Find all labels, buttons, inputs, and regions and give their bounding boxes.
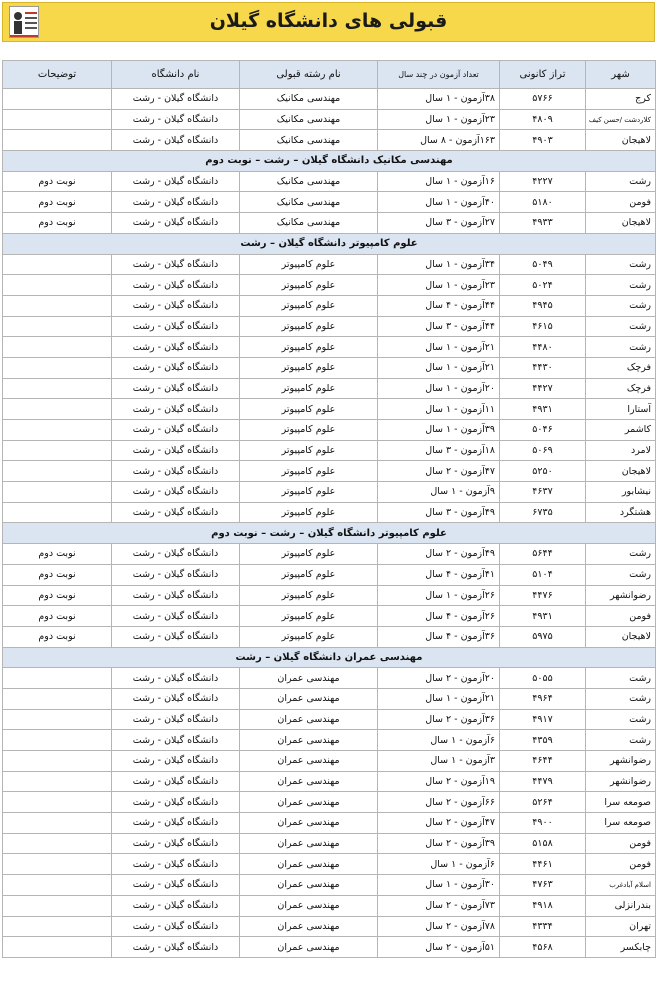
cell-city: رشت: [586, 564, 656, 585]
cell-score: ۴۹۳۳: [500, 213, 586, 234]
cell-university: دانشگاه گیلان - رشت: [112, 626, 240, 647]
cell-exams: ۲۶آزمون - ۴ سال: [378, 606, 500, 627]
cell-score: ۵۱۰۴: [500, 564, 586, 585]
page-banner: [2, 2, 655, 42]
cell-exams: ۲۱آزمون - ۱ سال: [378, 688, 500, 709]
cell-notes: [3, 771, 112, 792]
header-university: نام دانشگاه: [112, 61, 240, 89]
cell-exams: ۹آزمون - ۱ سال: [378, 482, 500, 503]
cell-university: دانشگاه گیلان - رشت: [112, 916, 240, 937]
cell-major: مهندسی عمران: [240, 792, 378, 813]
table-row: [3, 295, 656, 316]
cell-major: مهندسی عمران: [240, 833, 378, 854]
cell-city: رضوانشهر: [586, 585, 656, 606]
cell-city: رشت: [586, 171, 656, 192]
cell-exams: ۶آزمون - ۱ سال: [378, 730, 500, 751]
table-row: [3, 337, 656, 358]
cell-notes: [3, 420, 112, 441]
cell-major: مهندسی مکانیک: [240, 109, 378, 130]
table-row: [3, 730, 656, 751]
table-row: [3, 875, 656, 896]
cell-city: تهران: [586, 916, 656, 937]
cell-university: دانشگاه گیلان - رشت: [112, 688, 240, 709]
cell-city: رشت: [586, 254, 656, 275]
cell-score: ۴۹۴۵: [500, 295, 586, 316]
cell-major: علوم کامپیوتر: [240, 357, 378, 378]
cell-score: ۴۴۳۰: [500, 357, 586, 378]
cell-exams: ۳آزمون - ۱ سال: [378, 751, 500, 772]
cell-city: رشت: [586, 337, 656, 358]
table-row: [3, 213, 656, 234]
cell-major: مهندسی عمران: [240, 854, 378, 875]
cell-city: کلاردشت /حسن کیف: [586, 109, 656, 130]
cell-notes: نوبت دوم: [3, 192, 112, 213]
cell-university: دانشگاه گیلان - رشت: [112, 709, 240, 730]
cell-exams: ۱۶آزمون - ۱ سال: [378, 171, 500, 192]
cell-exams: ۴۴آزمون - ۳ سال: [378, 316, 500, 337]
cell-notes: [3, 378, 112, 399]
cell-score: ۵۷۶۶: [500, 89, 586, 110]
table-row: [3, 813, 656, 834]
header-exams: تعداد آزمون در چند سال: [378, 61, 500, 89]
cell-university: دانشگاه گیلان - رشت: [112, 482, 240, 503]
cell-score: ۴۳۵۹: [500, 730, 586, 751]
section-title: مهندسی عمران دانشگاه گیلان – رشت: [3, 647, 656, 668]
cell-notes: [3, 337, 112, 358]
cell-university: دانشگاه گیلان - رشت: [112, 192, 240, 213]
cell-notes: [3, 254, 112, 275]
cell-score: ۴۴۶۱: [500, 854, 586, 875]
section-title: مهندسی مکانیک دانشگاه گیلان – رشت – نوبت دوم: [3, 151, 656, 172]
table-row: [3, 440, 656, 461]
cell-major: علوم کامپیوتر: [240, 420, 378, 441]
table-row: [3, 130, 656, 151]
cell-city: رشت: [586, 544, 656, 565]
cell-major: علوم کامپیوتر: [240, 378, 378, 399]
cell-score: ۴۸۰۹: [500, 109, 586, 130]
cell-exams: ۲۱آزمون - ۱ سال: [378, 357, 500, 378]
cell-exams: ۵۱آزمون - ۲ سال: [378, 937, 500, 958]
cell-university: دانشگاه گیلان - رشت: [112, 440, 240, 461]
cell-university: دانشگاه گیلان - رشت: [112, 833, 240, 854]
cell-score: ۵۰۲۴: [500, 275, 586, 296]
cell-university: دانشگاه گیلان - رشت: [112, 357, 240, 378]
cell-score: ۴۹۱۸: [500, 895, 586, 916]
cell-major: مهندسی عمران: [240, 668, 378, 689]
cell-university: دانشگاه گیلان - رشت: [112, 606, 240, 627]
table-row: [3, 585, 656, 606]
cell-score: ۴۵۶۸: [500, 937, 586, 958]
cell-university: دانشگاه گیلان - رشت: [112, 337, 240, 358]
cell-university: دانشگاه گیلان - رشت: [112, 109, 240, 130]
cell-exams: ۲۰آزمون - ۱ سال: [378, 378, 500, 399]
cell-exams: ۱۸آزمون - ۳ سال: [378, 440, 500, 461]
table-row: [3, 833, 656, 854]
cell-major: علوم کامپیوتر: [240, 254, 378, 275]
cell-notes: [3, 461, 112, 482]
cell-score: ۴۹۰۳: [500, 130, 586, 151]
cell-exams: ۲۳آزمون - ۱ سال: [378, 109, 500, 130]
cell-major: علوم کامپیوتر: [240, 275, 378, 296]
cell-city: کرج: [586, 89, 656, 110]
cell-city: فومن: [586, 854, 656, 875]
cell-major: علوم کامپیوتر: [240, 482, 378, 503]
cell-exams: ۶۶آزمون - ۲ سال: [378, 792, 500, 813]
table-row: [3, 709, 656, 730]
section-header-row: [3, 233, 656, 254]
cell-notes: [3, 833, 112, 854]
cell-university: دانشگاه گیلان - رشت: [112, 378, 240, 399]
cell-notes: [3, 89, 112, 110]
cell-city: فومن: [586, 833, 656, 854]
cell-notes: نوبت دوم: [3, 606, 112, 627]
header-notes: توضیحات: [3, 61, 112, 89]
table-row: [3, 751, 656, 772]
table-row: [3, 668, 656, 689]
table-row: [3, 192, 656, 213]
header-score: تراز کانونی: [500, 61, 586, 89]
cell-major: علوم کامپیوتر: [240, 461, 378, 482]
cell-score: ۴۳۳۴: [500, 916, 586, 937]
cell-notes: نوبت دوم: [3, 544, 112, 565]
cell-university: دانشگاه گیلان - رشت: [112, 130, 240, 151]
table-row: [3, 399, 656, 420]
table-row: [3, 895, 656, 916]
cell-notes: [3, 130, 112, 151]
cell-major: مهندسی مکانیک: [240, 213, 378, 234]
cell-notes: [3, 668, 112, 689]
cell-city: رشت: [586, 709, 656, 730]
cell-exams: ۴۷آزمون - ۲ سال: [378, 461, 500, 482]
cell-major: علوم کامپیوتر: [240, 564, 378, 585]
cell-score: ۴۴۸۰: [500, 337, 586, 358]
cell-city: فومن: [586, 192, 656, 213]
cell-exams: ۴۹آزمون - ۳ سال: [378, 502, 500, 523]
table-row: [3, 854, 656, 875]
table-row: [3, 564, 656, 585]
cell-exams: ۳۰آزمون - ۱ سال: [378, 875, 500, 896]
section-title: علوم کامپیوتر دانشگاه گیلان – رشت – نوبت دوم: [3, 523, 656, 544]
cell-major: مهندسی عمران: [240, 751, 378, 772]
cell-score: ۴۲۲۷: [500, 171, 586, 192]
cell-notes: نوبت دوم: [3, 585, 112, 606]
table-header-row: [3, 61, 656, 89]
cell-score: ۴۹۰۰: [500, 813, 586, 834]
cell-university: دانشگاه گیلان - رشت: [112, 668, 240, 689]
cell-major: علوم کامپیوتر: [240, 440, 378, 461]
cell-city: چابکسر: [586, 937, 656, 958]
cell-notes: [3, 813, 112, 834]
cell-notes: [3, 482, 112, 503]
cell-city: رشت: [586, 730, 656, 751]
table-row: [3, 937, 656, 958]
cell-major: علوم کامپیوتر: [240, 295, 378, 316]
cell-major: مهندسی عمران: [240, 875, 378, 896]
cell-university: دانشگاه گیلان - رشت: [112, 544, 240, 565]
cell-notes: [3, 688, 112, 709]
cell-major: علوم کامپیوتر: [240, 585, 378, 606]
cell-exams: ۱۶۳آزمون - ۸ سال: [378, 130, 500, 151]
cell-notes: [3, 875, 112, 896]
cell-city: اسلام آبادغرب: [586, 875, 656, 896]
cell-notes: [3, 316, 112, 337]
cell-city: رشت: [586, 316, 656, 337]
cell-city: رشت: [586, 668, 656, 689]
cell-city: بندرانزلی: [586, 895, 656, 916]
cell-major: مهندسی مکانیک: [240, 130, 378, 151]
cell-exams: ۴۰آزمون - ۱ سال: [378, 192, 500, 213]
cell-score: ۴۹۳۱: [500, 606, 586, 627]
cell-notes: [3, 730, 112, 751]
cell-university: دانشگاه گیلان - رشت: [112, 585, 240, 606]
cell-score: ۵۰۶۹: [500, 440, 586, 461]
cell-city: فومن: [586, 606, 656, 627]
cell-university: دانشگاه گیلان - رشت: [112, 399, 240, 420]
table-row: [3, 316, 656, 337]
cell-score: ۴۶۱۵: [500, 316, 586, 337]
cell-university: دانشگاه گیلان - رشت: [112, 771, 240, 792]
cell-exams: ۳۶آزمون - ۲ سال: [378, 709, 500, 730]
cell-score: ۴۴۲۷: [500, 378, 586, 399]
cell-notes: [3, 502, 112, 523]
cell-university: دانشگاه گیلان - رشت: [112, 461, 240, 482]
table-row: [3, 792, 656, 813]
cell-major: علوم کامپیوتر: [240, 544, 378, 565]
table-row: [3, 688, 656, 709]
cell-university: دانشگاه گیلان - رشت: [112, 937, 240, 958]
cell-score: ۶۷۳۵: [500, 502, 586, 523]
cell-score: ۵۰۵۵: [500, 668, 586, 689]
cell-score: ۴۶۳۷: [500, 482, 586, 503]
cell-notes: نوبت دوم: [3, 564, 112, 585]
table-row: [3, 357, 656, 378]
cell-score: ۵۱۸۰: [500, 192, 586, 213]
cell-notes: [3, 295, 112, 316]
cell-university: دانشگاه گیلان - رشت: [112, 854, 240, 875]
cell-city: رضوانشهر: [586, 771, 656, 792]
cell-university: دانشگاه گیلان - رشت: [112, 730, 240, 751]
cell-university: دانشگاه گیلان - رشت: [112, 792, 240, 813]
cell-exams: ۲۰آزمون - ۲ سال: [378, 668, 500, 689]
cell-major: مهندسی عمران: [240, 916, 378, 937]
cell-score: ۴۹۱۷: [500, 709, 586, 730]
cell-score: ۵۶۴۴: [500, 544, 586, 565]
cell-university: دانشگاه گیلان - رشت: [112, 275, 240, 296]
section-header-row: [3, 647, 656, 668]
cell-major: مهندسی مکانیک: [240, 171, 378, 192]
cell-score: ۴۴۷۶: [500, 585, 586, 606]
header-city: شهر: [586, 61, 656, 89]
cell-notes: [3, 895, 112, 916]
cell-city: لاهیجان: [586, 461, 656, 482]
cell-city: لاهیجان: [586, 130, 656, 151]
cell-notes: [3, 357, 112, 378]
table-row: [3, 771, 656, 792]
cell-notes: [3, 751, 112, 772]
cell-score: ۵۰۴۹: [500, 254, 586, 275]
cell-university: دانشگاه گیلان - رشت: [112, 895, 240, 916]
cell-score: ۴۶۴۴: [500, 751, 586, 772]
cell-exams: ۷۳آزمون - ۲ سال: [378, 895, 500, 916]
cell-notes: نوبت دوم: [3, 626, 112, 647]
cell-notes: نوبت دوم: [3, 171, 112, 192]
cell-city: رشت: [586, 295, 656, 316]
cell-notes: نوبت دوم: [3, 213, 112, 234]
cell-university: دانشگاه گیلان - رشت: [112, 564, 240, 585]
cell-city: کاشمر: [586, 420, 656, 441]
cell-score: ۴۹۶۴: [500, 688, 586, 709]
table-body: [3, 89, 656, 958]
cell-city: صومعه سرا: [586, 813, 656, 834]
cell-exams: ۲۱آزمون - ۱ سال: [378, 337, 500, 358]
cell-exams: ۳۸آزمون - ۱ سال: [378, 89, 500, 110]
cell-exams: ۷۸آزمون - ۲ سال: [378, 916, 500, 937]
cell-university: دانشگاه گیلان - رشت: [112, 875, 240, 896]
cell-score: ۵۹۷۵: [500, 626, 586, 647]
cell-major: مهندسی عمران: [240, 813, 378, 834]
cell-major: مهندسی عمران: [240, 937, 378, 958]
cell-exams: ۲۳آزمون - ۱ سال: [378, 275, 500, 296]
cell-city: صومعه سرا: [586, 792, 656, 813]
table-row: [3, 626, 656, 647]
cell-city: لامرد: [586, 440, 656, 461]
cell-university: دانشگاه گیلان - رشت: [112, 89, 240, 110]
cell-exams: ۴۷آزمون - ۲ سال: [378, 813, 500, 834]
cell-score: ۵۱۵۸: [500, 833, 586, 854]
cell-notes: [3, 854, 112, 875]
table-row: [3, 171, 656, 192]
section-header-row: [3, 523, 656, 544]
cell-major: مهندسی عمران: [240, 709, 378, 730]
cell-exams: ۴۱آزمون - ۴ سال: [378, 564, 500, 585]
cell-major: علوم کامپیوتر: [240, 399, 378, 420]
cell-major: مهندسی عمران: [240, 895, 378, 916]
cell-notes: [3, 916, 112, 937]
cell-exams: ۳۹آزمون - ۲ سال: [378, 833, 500, 854]
cell-major: علوم کامپیوتر: [240, 316, 378, 337]
table-row: [3, 275, 656, 296]
header-major: نام رشته قبولی: [240, 61, 378, 89]
cell-notes: [3, 109, 112, 130]
table-row: [3, 544, 656, 565]
cell-notes: [3, 709, 112, 730]
cell-exams: ۶آزمون - ۱ سال: [378, 854, 500, 875]
table-row: [3, 420, 656, 441]
section-title: علوم کامپیوتر دانشگاه گیلان – رشت: [3, 233, 656, 254]
cell-university: دانشگاه گیلان - رشت: [112, 751, 240, 772]
cell-university: دانشگاه گیلان - رشت: [112, 171, 240, 192]
table-row: [3, 916, 656, 937]
table-row: [3, 254, 656, 275]
cell-score: ۴۴۷۹: [500, 771, 586, 792]
table-row: [3, 378, 656, 399]
cell-city: لاهیجان: [586, 213, 656, 234]
cell-score: ۴۹۳۱: [500, 399, 586, 420]
cell-university: دانشگاه گیلان - رشت: [112, 502, 240, 523]
table-row: [3, 461, 656, 482]
cell-university: دانشگاه گیلان - رشت: [112, 254, 240, 275]
table-row: [3, 482, 656, 503]
cell-exams: ۱۹آزمون - ۲ سال: [378, 771, 500, 792]
cell-score: ۵۲۶۴: [500, 792, 586, 813]
cell-major: مهندسی عمران: [240, 771, 378, 792]
cell-city: فرچک: [586, 378, 656, 399]
cell-exams: ۳۴آزمون - ۱ سال: [378, 254, 500, 275]
table-row: [3, 89, 656, 110]
cell-major: مهندسی مکانیک: [240, 89, 378, 110]
admissions-table: [2, 60, 656, 958]
cell-major: علوم کامپیوتر: [240, 337, 378, 358]
cell-major: علوم کامپیوتر: [240, 502, 378, 523]
cell-score: ۵۲۵۰: [500, 461, 586, 482]
section-header-row: [3, 151, 656, 172]
cell-exams: ۲۷آزمون - ۳ سال: [378, 213, 500, 234]
cell-exams: ۴۹آزمون - ۲ سال: [378, 544, 500, 565]
table-row: [3, 606, 656, 627]
cell-notes: [3, 440, 112, 461]
cell-city: رضوانشهر: [586, 751, 656, 772]
cell-city: رشت: [586, 688, 656, 709]
cell-score: ۴۷۶۳: [500, 875, 586, 896]
cell-notes: [3, 399, 112, 420]
cell-exams: ۴۴آزمون - ۴ سال: [378, 295, 500, 316]
cell-university: دانشگاه گیلان - رشت: [112, 295, 240, 316]
cell-exams: ۱۱آزمون - ۱ سال: [378, 399, 500, 420]
cell-city: نیشابور: [586, 482, 656, 503]
cell-city: فرچک: [586, 357, 656, 378]
cell-notes: [3, 792, 112, 813]
cell-major: مهندسی عمران: [240, 688, 378, 709]
cell-university: دانشگاه گیلان - رشت: [112, 316, 240, 337]
cell-city: رشت: [586, 275, 656, 296]
cell-exams: ۲۶آزمون - ۱ سال: [378, 585, 500, 606]
cell-university: دانشگاه گیلان - رشت: [112, 813, 240, 834]
cell-university: دانشگاه گیلان - رشت: [112, 420, 240, 441]
cell-major: علوم کامپیوتر: [240, 606, 378, 627]
cell-university: دانشگاه گیلان - رشت: [112, 213, 240, 234]
table-row: [3, 502, 656, 523]
cell-city: لاهیجان: [586, 626, 656, 647]
cell-major: مهندسی عمران: [240, 730, 378, 751]
cell-major: مهندسی مکانیک: [240, 192, 378, 213]
table-row: [3, 109, 656, 130]
cell-score: ۵۰۴۶: [500, 420, 586, 441]
cell-notes: [3, 275, 112, 296]
cell-notes: [3, 937, 112, 958]
cell-city: آستارا: [586, 399, 656, 420]
cell-exams: ۳۶آزمون - ۴ سال: [378, 626, 500, 647]
cell-city: هشتگرد: [586, 502, 656, 523]
cell-major: علوم کامپیوتر: [240, 626, 378, 647]
page-title: قبولی های دانشگاه گیلان: [209, 10, 448, 32]
cell-exams: ۳۹آزمون - ۱ سال: [378, 420, 500, 441]
